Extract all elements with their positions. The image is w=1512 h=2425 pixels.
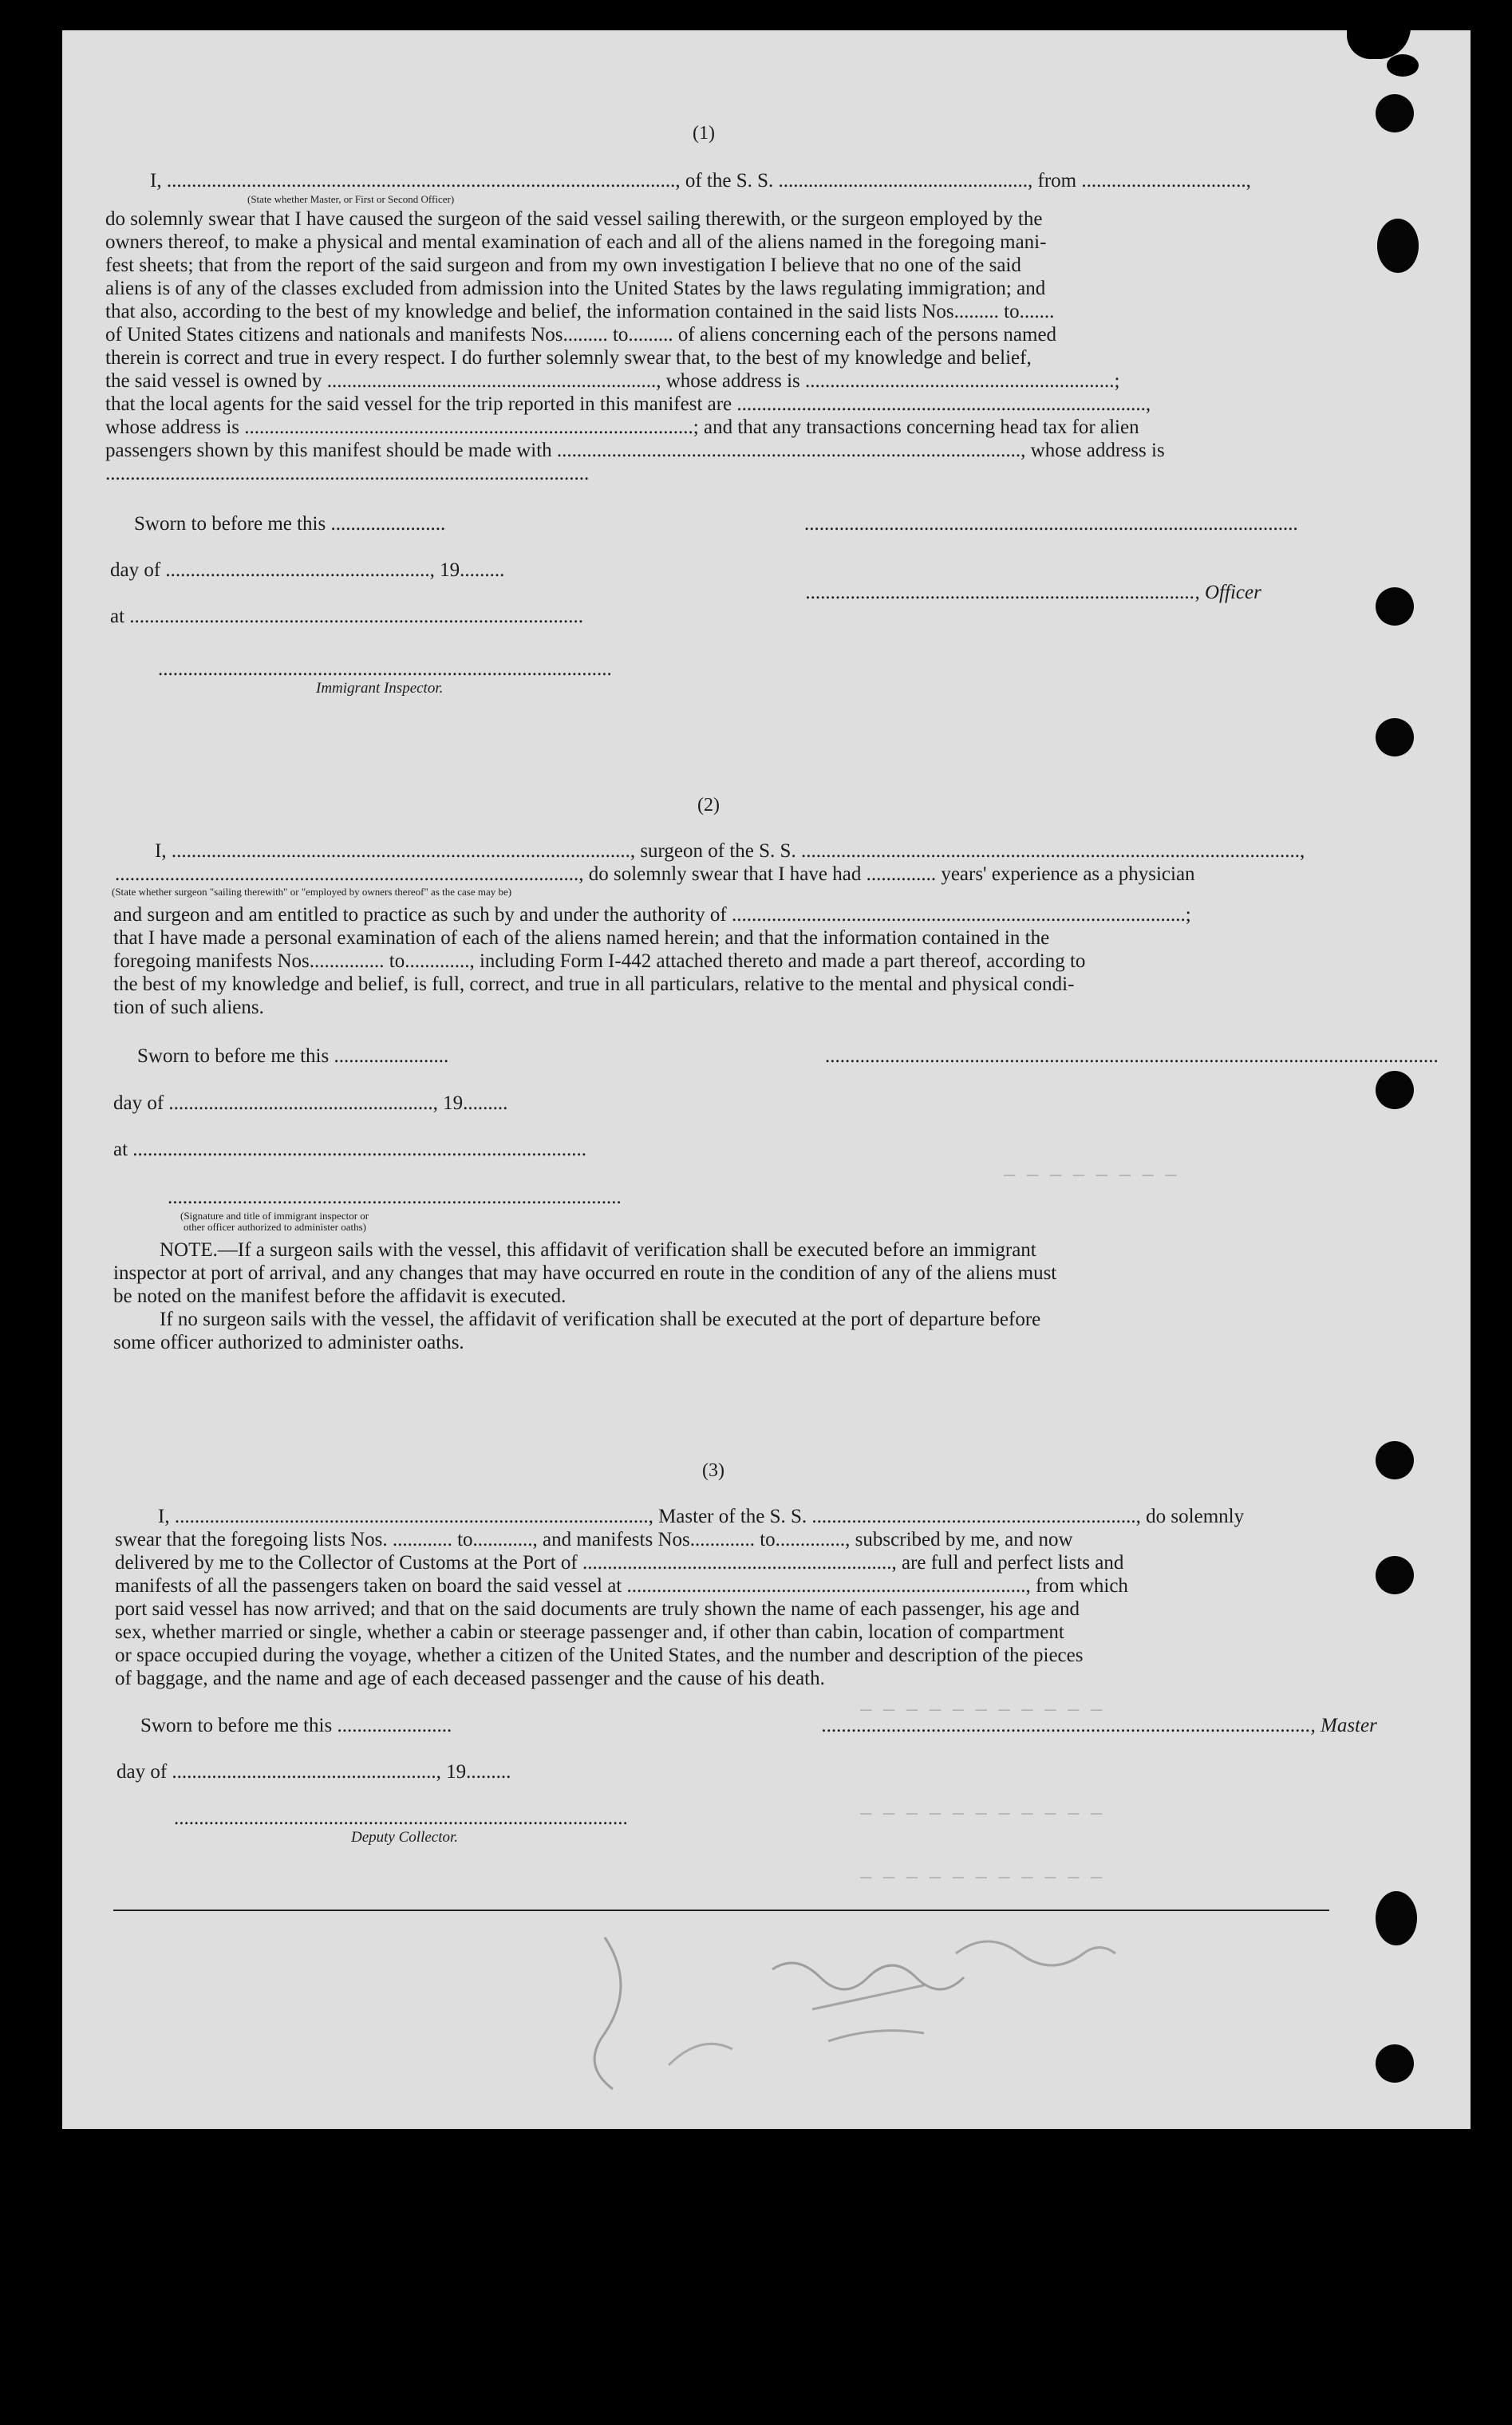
section-2-at: at ........................................................................................... xyxy=(113,1139,587,1160)
punch-hole xyxy=(1376,1071,1414,1109)
section-2-line: I, ............................................................................................, surgeon of the S. S. ...................................................................................................., xyxy=(155,840,1305,862)
section-2-number: (2) xyxy=(697,795,720,816)
punch-hole xyxy=(1376,94,1414,132)
section-3-line: sex, whether married or single, whether a cabin or steerage passenger and, if other than cabin, location of compartment xyxy=(115,1621,1064,1643)
bottom-rule xyxy=(113,1910,1329,1911)
section-1-signature-label: Immigrant Inspector. xyxy=(316,680,444,697)
section-2-note-line: If no surgeon sails with the vessel, the affidavit of verification shall be executed at the port of departure before xyxy=(160,1309,1041,1330)
section-1-line: whose address is ..........................................................................................; and that any transactions concerning head tax for alien xyxy=(105,417,1139,438)
section-1-line: ................................................................................................. xyxy=(105,463,590,484)
section-3-line: swear that the foregoing lists Nos. ............ to............, and manifests Nos............. to.............., subscribed by me, and now xyxy=(115,1529,1073,1550)
form-page xyxy=(62,30,1471,2129)
section-2-surgeon-line: ........................................................................................................................... xyxy=(825,1045,1439,1067)
section-2-line: the best of my knowledge and belief, is full, correct, and true in all particulars, relative to the mental and physical condi- xyxy=(113,974,1075,995)
section-1-line: that also, according to the best of my knowledge and belief, the information contained in the said lists Nos......... to....... xyxy=(105,301,1055,322)
section-2-day: day of ....................................................., 19......... xyxy=(113,1092,508,1114)
punch-hole xyxy=(1376,587,1414,626)
section-1-line: I, ......................................................................................................, of the S. S. .................................................., from ................................., xyxy=(150,170,1251,192)
torn-corner-fragment xyxy=(1387,54,1419,77)
section-1-line: fest sheets; that from the report of the said surgeon and from my own investigation I believe that no one of the said xyxy=(105,255,1021,276)
bleed-through-text: — — — — — — — — — — — xyxy=(860,1866,1103,1888)
section-3-signature-line: ........................................................................................... xyxy=(174,1807,628,1829)
section-1-sworn: Sworn to before me this ....................... xyxy=(134,513,446,535)
section-3-line: port said vessel has now arrived; and that on the said documents are truly shown the name of each passenger, his age and xyxy=(115,1598,1080,1620)
section-1-line: therein is correct and true in every respect. I do further solemnly swear that, to the best of my knowledge and belief, xyxy=(105,347,1032,369)
section-3-line: I, ..............................................................................................., Master of the S. S. ................................................................., do solemnly xyxy=(158,1506,1245,1527)
section-2-line: that I have made a personal examination of each of the aliens named herein; and that the information contained in the xyxy=(113,927,1050,949)
punch-hole xyxy=(1377,219,1419,273)
section-2-signature-caption: other officer authorized to administer oaths) xyxy=(184,1221,366,1233)
section-1-line: passengers shown by this manifest should be made with ............................................................................................., whose address is xyxy=(105,440,1165,461)
section-1-day: day of ....................................................., 19......... xyxy=(110,559,505,581)
section-3-line: or space occupied during the voyage, whether a citizen of the United States, and the number and description of the pieces xyxy=(115,1645,1084,1666)
punch-hole xyxy=(1376,2044,1414,2083)
section-2-note-line: be noted on the manifest before the affidavit is executed. xyxy=(113,1286,567,1307)
section-1-signature-line: ........................................................................................... xyxy=(158,658,612,680)
punch-hole xyxy=(1376,1891,1417,1945)
section-1-caption: (State whether Master, or First or Second Officer) xyxy=(247,193,455,205)
section-3-master: .................................................................................................., Master xyxy=(822,1715,1377,1736)
section-2-note-line: inspector at port of arrival, and any changes that may have occurred en route in the condition of any of the aliens must xyxy=(113,1262,1057,1284)
section-2-note-line: some officer authorized to administer oaths. xyxy=(113,1332,464,1353)
section-1-line: do solemnly swear that I have caused the surgeon of the said vessel sailing therewith, or the surgeon employed by the xyxy=(105,208,1043,230)
section-2-note-line: NOTE.—If a surgeon sails with the vessel, this affidavit of verification shall be executed before an immigrant xyxy=(160,1239,1036,1261)
section-3-line: of baggage, and the name and age of each deceased passenger and the cause of his death. xyxy=(115,1668,825,1689)
section-1-line: the said vessel is owned by .................................................................., whose address is ..............................................................; xyxy=(105,370,1120,392)
section-3-number: (3) xyxy=(702,1460,724,1481)
section-3-signature-label: Deputy Collector. xyxy=(351,1829,459,1846)
section-2-signature-line: ........................................................................................... xyxy=(168,1187,622,1208)
section-2-line: tion of such aliens. xyxy=(113,997,264,1018)
section-3-line: delivered by me to the Collector of Customs at the Port of .............................................................., are full and perfect lists and xyxy=(115,1552,1124,1574)
bleed-through-text: — — — — — — — — — — — xyxy=(860,1698,1103,1720)
punch-hole xyxy=(1376,1441,1414,1479)
section-3-day: day of ....................................................., 19......... xyxy=(116,1761,511,1783)
punch-hole xyxy=(1376,1556,1414,1594)
section-3-sworn: Sworn to before me this ....................... xyxy=(140,1715,452,1736)
bleed-through-text: — — — — — — — — xyxy=(1004,1163,1177,1186)
section-1-line: of United States citizens and nationals and manifests Nos......... to......... of aliens concerning each of the persons named xyxy=(105,324,1057,346)
section-1-line: aliens is of any of the classes excluded from admission into the United States by the laws regulating immigration; and xyxy=(105,278,1046,299)
section-3-line: manifests of all the passengers taken on board the said vessel at ................................................................................, from which xyxy=(115,1575,1128,1597)
section-2-line: and surgeon and am entitled to practice as such by and under the authority of ...........................................................................................; xyxy=(113,904,1191,926)
bleed-through-text: — — — — — — — — — — — xyxy=(860,1802,1103,1824)
section-1-line: owners thereof, to make a physical and mental examination of each and all of the aliens named in the foregoing mani- xyxy=(105,231,1047,253)
section-2-signature-caption: (Signature and title of immigrant inspector or xyxy=(180,1210,369,1222)
section-1-number: (1) xyxy=(693,123,715,144)
section-1-officer-line: ................................................................................................... xyxy=(804,513,1298,535)
section-1-line: that the local agents for the said vessel for the trip reported in this manifest are .................................................................................., xyxy=(105,393,1151,415)
section-2-caption: (State whether surgeon "sailing therewith" or "employed by owners thereof" as the case may be) xyxy=(112,886,512,898)
section-2-sworn: Sworn to before me this ....................... xyxy=(137,1045,449,1067)
handwritten-annotation xyxy=(509,1921,1227,2097)
punch-hole xyxy=(1376,718,1414,756)
section-2-line: ............................................................................................., do solemnly swear that I have had .............. years' experience as a physician xyxy=(115,863,1195,885)
section-1-officer: .............................................................................., Officer xyxy=(806,582,1261,603)
section-2-line: foregoing manifests Nos............... to............., including Form I-442 attached thereto and made a part thereof, according to xyxy=(113,950,1086,972)
section-1-at: at ........................................................................................... xyxy=(110,606,584,627)
